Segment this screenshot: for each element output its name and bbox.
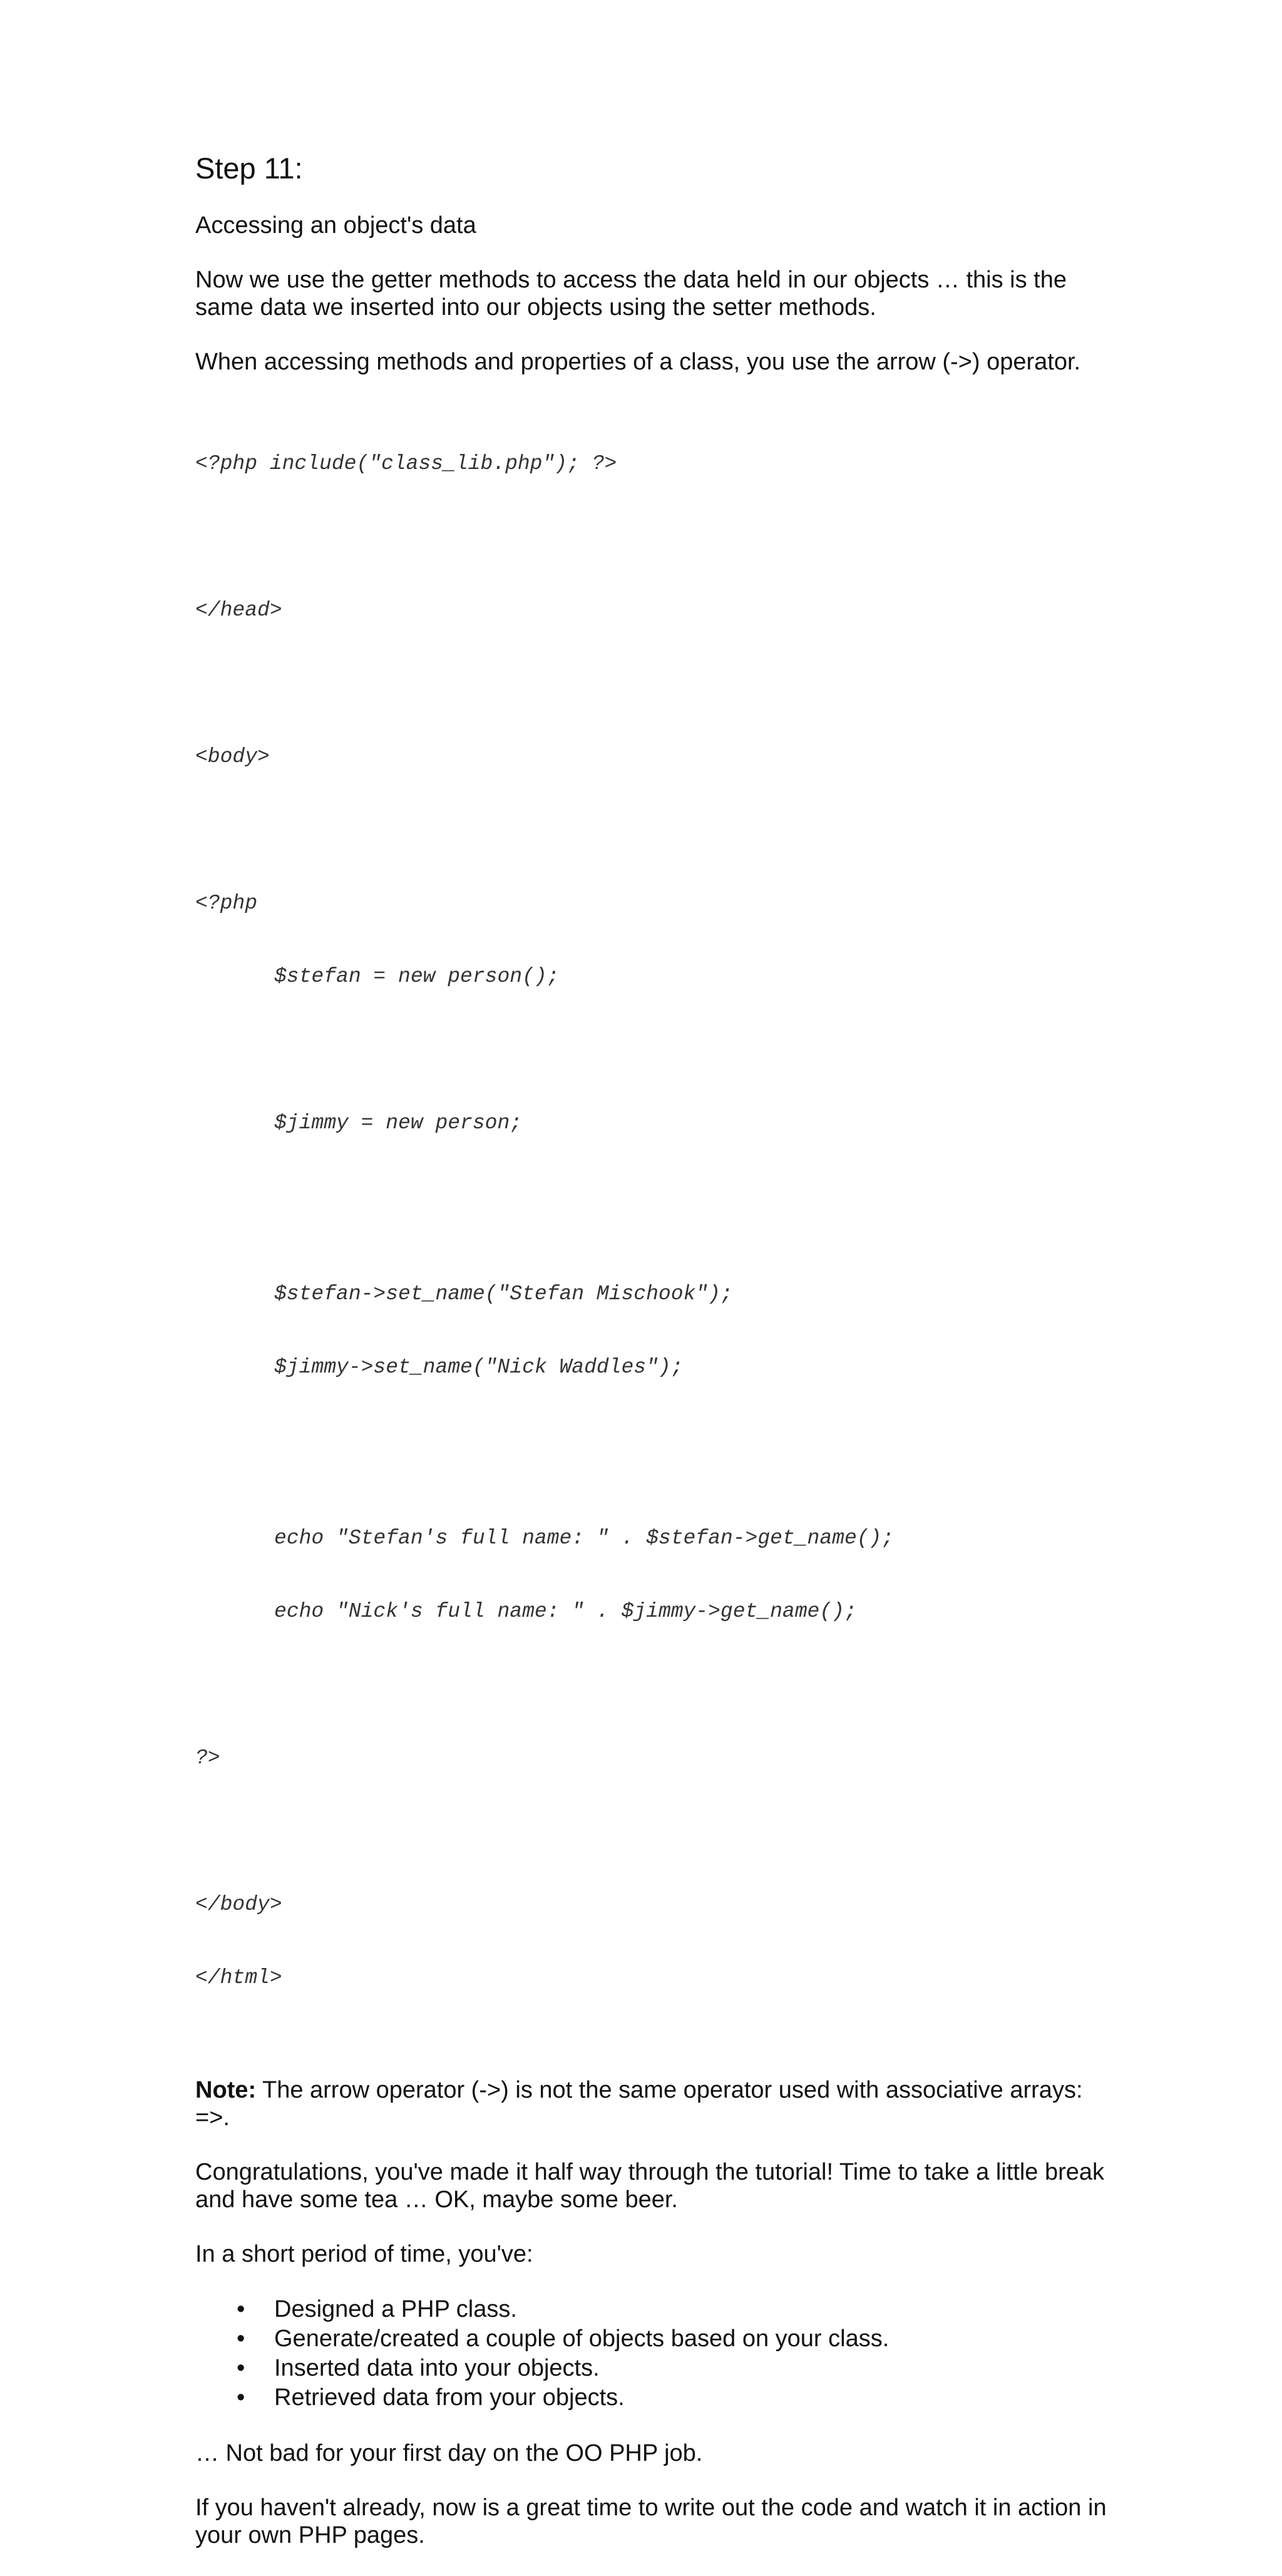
list-item-text: Designed a PHP class. — [274, 2296, 517, 2322]
code-line: $stefan = new person(); — [274, 965, 560, 988]
code-listing — [195, 403, 1109, 2039]
arrow-operator-paragraph: When accessing methods and properties of a class, you use the arrow (->) operator. — [195, 349, 1081, 375]
list-item — [195, 2324, 1109, 2354]
note-label: Note: — [195, 2077, 257, 2103]
section-subtitle: Accessing an object's data — [195, 212, 476, 239]
code-line: echo "Nick's full name: " . $jimmy->get_name(); — [274, 1600, 857, 1623]
code-line: ?> — [195, 1746, 220, 1770]
code-line: <?php — [195, 892, 258, 915]
list-item-text: Retrieved data from your objects. — [274, 2384, 625, 2411]
code-line: $jimmy->set_name("Nick Waddles"); — [274, 1356, 684, 1379]
note-paragraph — [195, 2076, 1109, 2131]
accomplishments-list — [195, 2295, 1109, 2413]
list-item — [195, 2383, 1109, 2413]
list-item — [195, 2354, 1109, 2383]
code-line: $stefan->set_name("Stefan Mischook"); — [274, 1282, 733, 1306]
bullet-icon: • — [237, 2326, 245, 2352]
closing-paragraph: If you haven't already, now is a great time to write out the code and watch it in action in your own PHP pages. — [195, 2495, 1107, 2548]
code-line: $jimmy = new person; — [274, 1111, 523, 1135]
code-line: </html> — [195, 1966, 282, 1989]
short-period-paragraph: In a short period of time, you've: — [195, 2241, 533, 2267]
bullet-icon: • — [237, 2355, 245, 2381]
list-item-text: Generate/created a couple of objects based on your class. — [274, 2326, 890, 2352]
intro-paragraph: Now we use the getter methods to access the data held in our objects … this is the same data we inserted into our objects using the setter methods. — [195, 267, 1067, 321]
code-line: <?php include("class_lib.php"); ?> — [195, 452, 617, 475]
bullet-icon: • — [237, 2296, 245, 2322]
code-line: </body> — [195, 1893, 282, 1916]
congrats-paragraph: Congratulations, you've made it half way through the tutorial! Time to take a little break and have some tea … OK, maybe some beer. — [195, 2159, 1105, 2213]
document-page — [195, 150, 1109, 2576]
code-line: </head> — [195, 599, 282, 622]
code-line: <body> — [195, 745, 270, 768]
code-line: echo "Stefan's full name: " . $stefan->get_name(); — [274, 1527, 895, 1550]
list-item — [195, 2295, 1109, 2324]
note-text: The arrow operator (->) is not the same operator used with associative arrays: =>. — [195, 2077, 1083, 2131]
bullet-icon: • — [237, 2384, 245, 2411]
not-bad-paragraph: … Not bad for your first day on the OO PHP job. — [195, 2440, 703, 2466]
step-heading: Step 11: — [195, 152, 303, 185]
list-item-text: Inserted data into your objects. — [274, 2355, 600, 2381]
